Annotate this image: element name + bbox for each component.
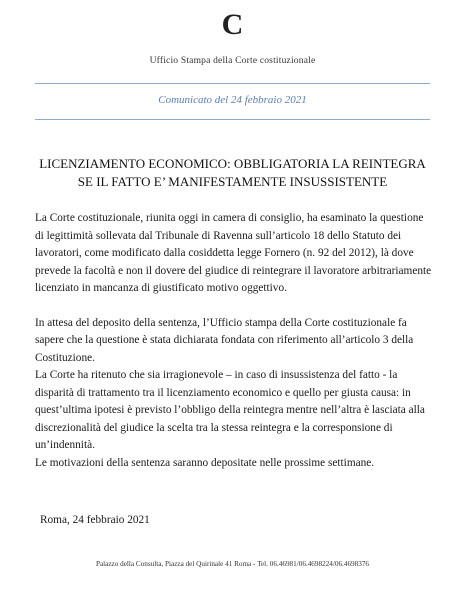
press-release-date: Comunicato del 24 febbraio 2021 bbox=[158, 94, 307, 106]
body-text bbox=[35, 210, 433, 472]
top-divider bbox=[35, 83, 430, 84]
bottom-divider bbox=[35, 119, 430, 120]
paragraph-1: La Corte costituzionale, riunita oggi in camera di consiglio, ha esaminato la questione di legittimità sollevata dal Tribunale di Ravenna sull’articolo 18 dello Statuto dei lavoratori, come modificato dalla cosiddetta legge Fornero (n. 92 del 2012), là dove prevede la facoltà e non il dovere del giudice di reintegrare il lavoratore arbitrariamente licenziato in mancanza di giustificato motivo oggettivo. bbox=[35, 212, 432, 294]
paragraph-3: La Corte ha ritenuto che sia irragionevole – in caso di insussistenza del fatto - la disparità di trattamento tra il licenziamento economico e quello per giusta causa: in quest’ultima ipotesi è previsto l’obbligo della reintegra mentre nell’altra è lasciata alla discrezionalità del giudice la scelta tra la stessa reintegra e la corresponsione di un’indennità. bbox=[35, 369, 425, 451]
paragraph-2: In attesa del deposito della sentenza, l’Ufficio stampa della Corte costituzionale fa sapere che la questione è stata dichiarata fondata con riferimento all’articolo 3 della Costituzione. bbox=[35, 316, 414, 364]
office-name: Ufficio Stampa della Corte costituzionale bbox=[149, 56, 316, 66]
footer-address: Palazzo della Consulta, Piazza del Quirinale 41 Roma - Tel. 06.46981/06.4698224/06.4698376 bbox=[95, 560, 370, 568]
document-date: Roma, 24 febbraio 2021 bbox=[40, 514, 150, 526]
court-logo: C bbox=[221, 8, 244, 41]
paragraph-4: Le motivazioni della sentenza saranno depositate nelle prossime settimane. bbox=[35, 456, 375, 469]
title-line-1: LICENZIAMENTO ECONOMICO: OBBLIGATORIA LA REINTEGRA bbox=[39, 156, 426, 171]
page-title bbox=[30, 155, 435, 191]
title-line-2: SE IL FATTO E’ MANIFESTAMENTE INSUSSISTENTE bbox=[77, 174, 388, 189]
